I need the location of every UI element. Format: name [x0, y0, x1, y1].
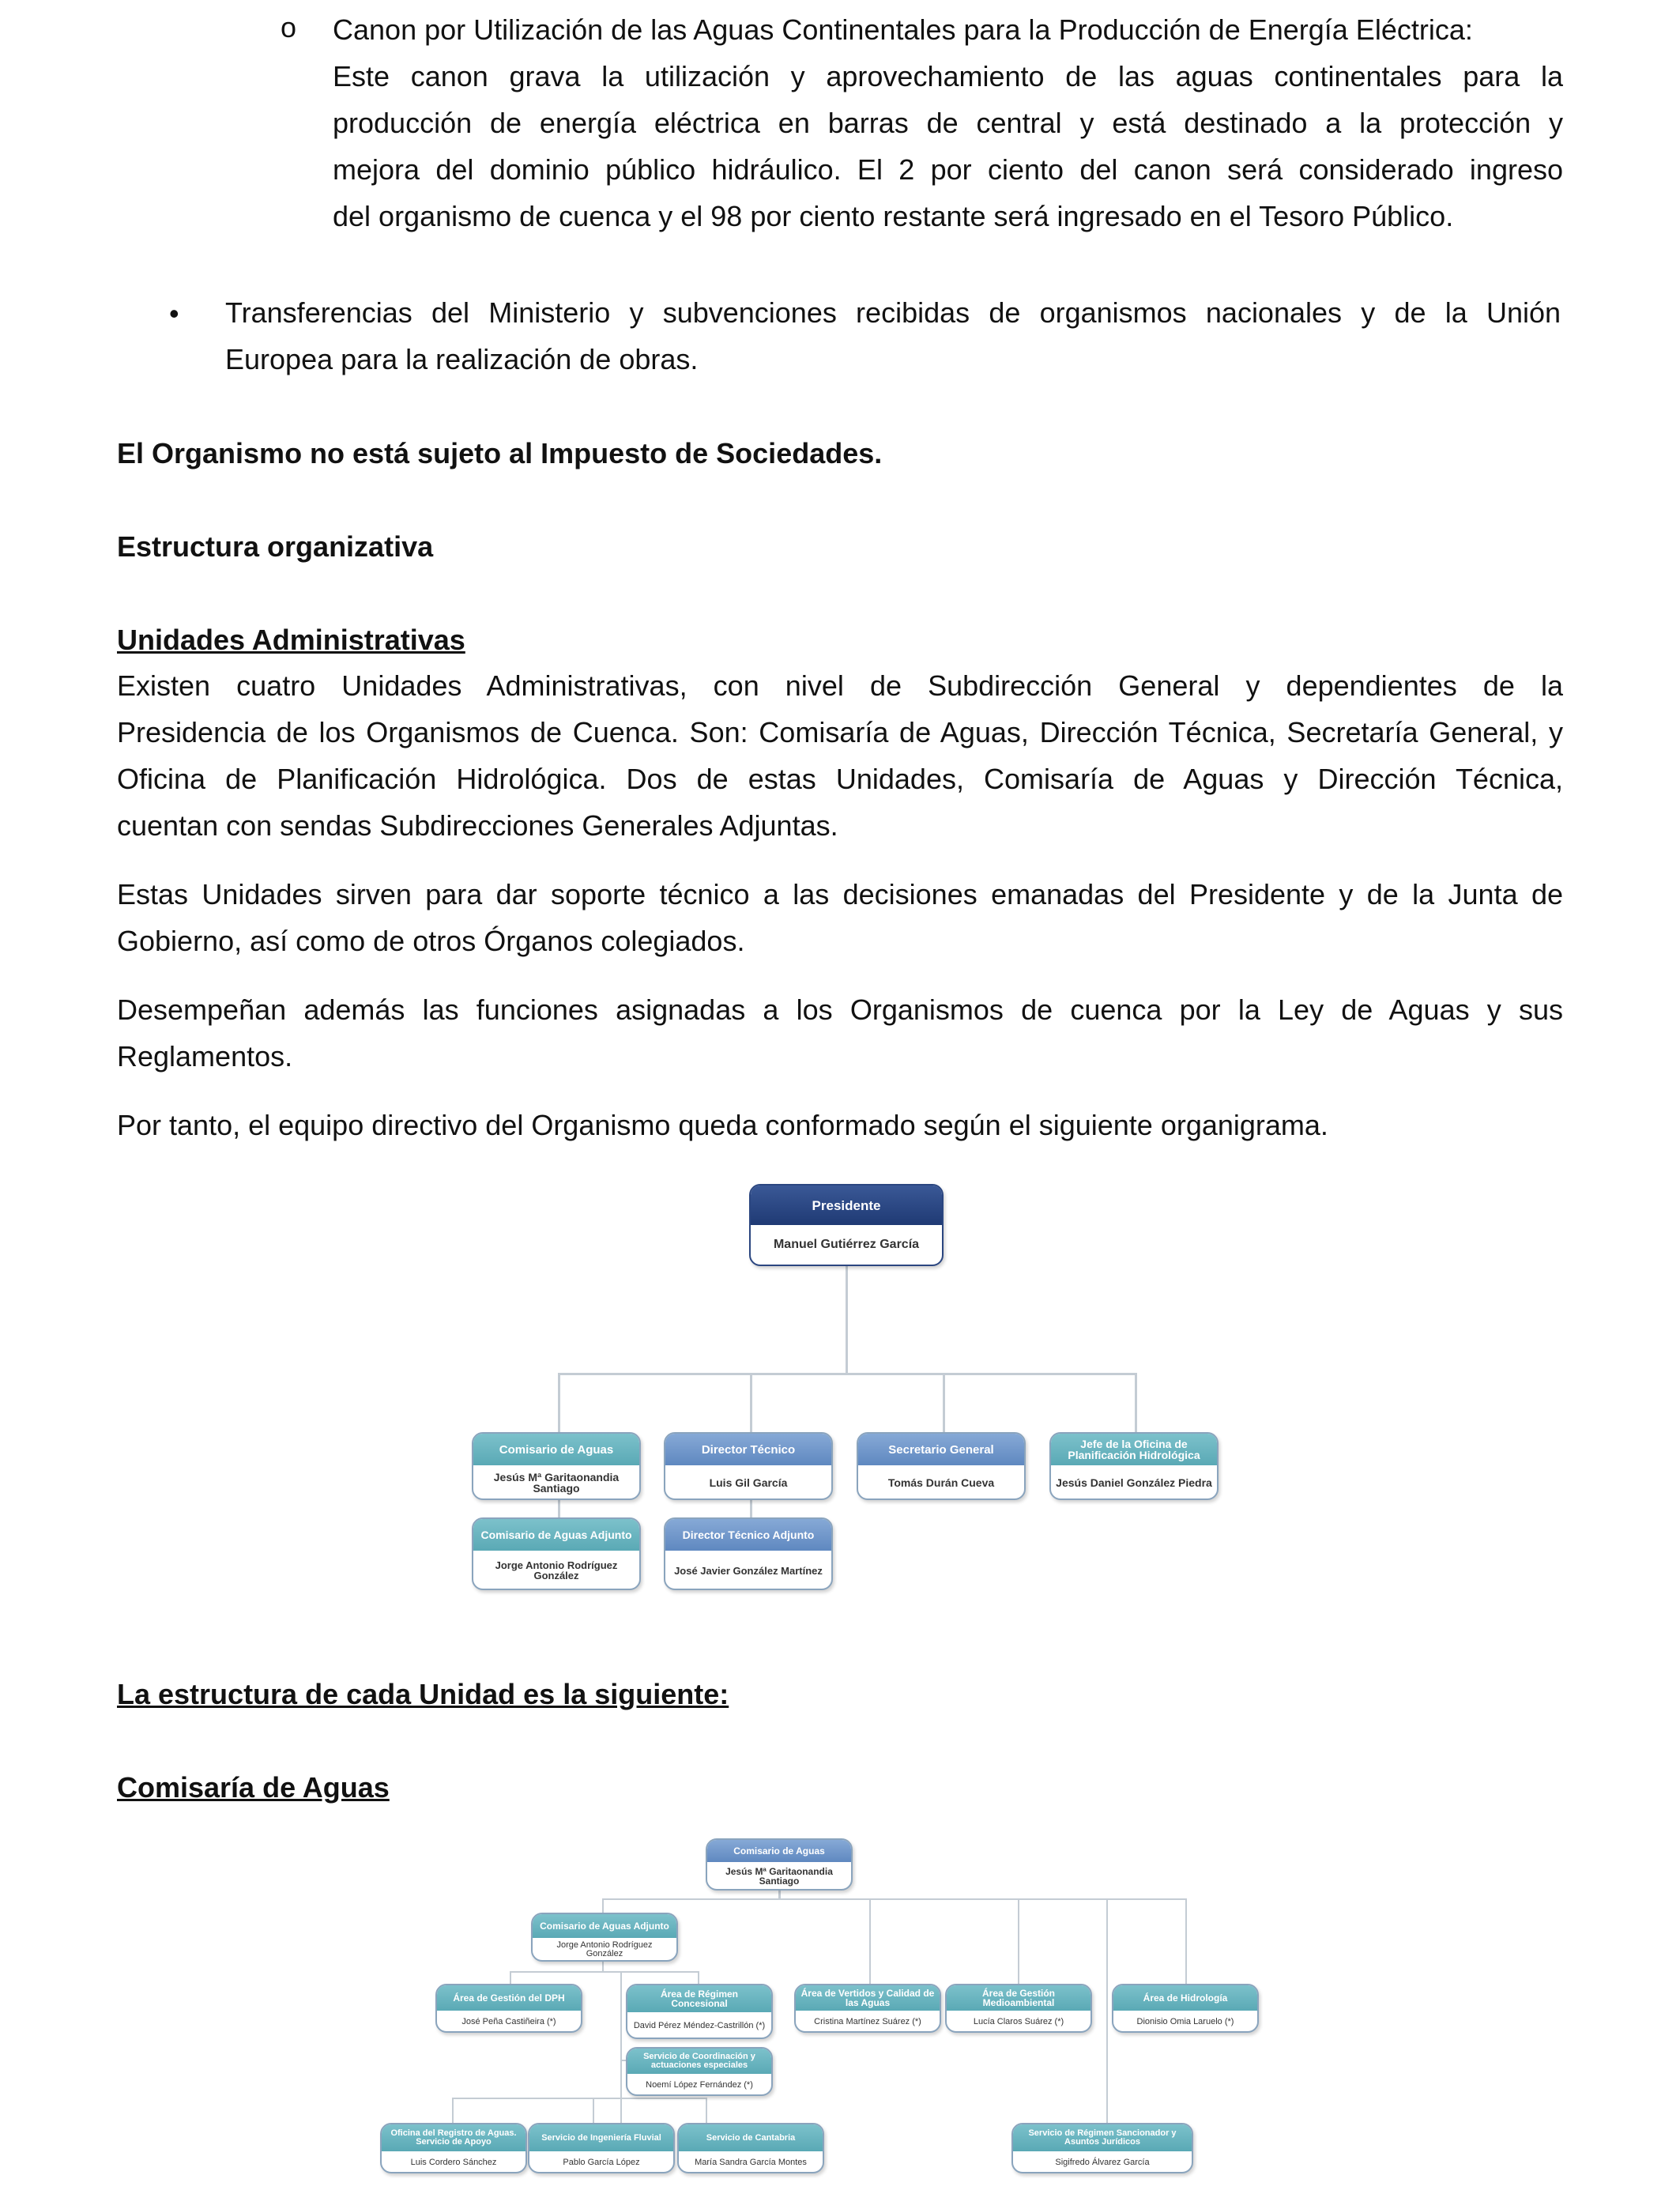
org-box-unit: [472, 1432, 641, 1500]
org-box-name: Luis Cordero Sánchez: [410, 2157, 497, 2167]
org-box-area: [794, 1984, 941, 2033]
org-box-title: Presidente: [751, 1186, 942, 1225]
comisaria-heading: Comisaría de Aguas: [117, 1771, 390, 1804]
org-box-name: Noemí López Fernández (*): [646, 2079, 753, 2090]
org-box-title: Director Técnico: [665, 1434, 831, 1465]
org-box-area: [945, 1984, 1092, 2033]
org-box-title: Servicio de Cantabria: [679, 2124, 823, 2151]
org-box-unit: [1049, 1432, 1219, 1500]
org-box-head: [706, 1838, 853, 1891]
org-box-name: Jesús Mª Garitaonandia Santiago: [725, 1866, 833, 1887]
org-box-title: Área de Gestión Medioambiental: [947, 1985, 1090, 2011]
sub-bullet-marker: o: [281, 11, 297, 43]
org-box-title: Comisario de Aguas: [473, 1434, 639, 1465]
org-box-title: Comisario de Aguas: [707, 1840, 851, 1862]
org-box-title: Jefe de la Oficina de Planificación Hidrológica: [1051, 1434, 1217, 1465]
org-box-name: Manuel Gutiérrez García: [773, 1238, 920, 1251]
paragraph-line: Gobierno, así como de otros Órganos colegiados.: [117, 925, 745, 957]
org-box-name: Jorge Antonio Rodríguez González: [556, 1940, 653, 1958]
canon-line: producción de energía eléctrica en barras de central y está destinado a la protección y: [333, 107, 1563, 139]
org-box-title: Servicio de Ingeniería Fluvial: [529, 2124, 673, 2151]
paragraph-line: Oficina de Planificación Hidrológica. Dos de estas Unidades, Comisaría de Aguas y Dirección Técnica,: [117, 763, 1563, 795]
org-box-title: Servicio de Coordinación y actuaciones especiales: [627, 2049, 771, 2074]
paragraph-line: Estas Unidades sirven para dar soporte técnico a las decisiones emanadas del Presidente y de la Junta de: [117, 878, 1563, 910]
org-box-title: Área de Gestión del DPH: [437, 1985, 581, 2011]
org-box-title: Área de Régimen Concesional: [627, 1985, 771, 2012]
canon-line: del organismo de cuenca y el 98 por ciento restante será ingresado en el Tesoro Público.: [333, 200, 1454, 232]
org-box-title: Comisario de Aguas Adjunto: [473, 1519, 639, 1551]
org-box-title: Área de Hidrología: [1113, 1985, 1257, 2011]
org-box-service: [380, 2123, 527, 2173]
units-structure-heading: La estructura de cada Unidad es la siguiente:: [117, 1678, 729, 1710]
org-box-title: Oficina del Registro de Aguas. Servicio de Apoyo: [382, 2124, 525, 2151]
org-box-name: Jesús Daniel González Piedra: [1056, 1476, 1212, 1489]
org-box-name: Cristina Martínez Suárez (*): [814, 2016, 921, 2026]
org-box-area: [626, 1984, 773, 2039]
org-box-unit: [857, 1432, 1026, 1500]
org-box-name: Tomás Durán Cueva: [887, 1476, 995, 1489]
org-box-area: [435, 1984, 582, 2033]
org-box-deputy: [531, 1913, 678, 1962]
transfer-line: Europea para la realización de obras.: [225, 343, 699, 375]
org-box-name: María Sandra García Montes: [695, 2157, 807, 2167]
section-title: Estructura organizativa: [117, 530, 434, 563]
paragraph-line: Existen cuatro Unidades Administrativas, con nivel de Subdirección General y dependientes de la: [117, 669, 1563, 702]
org-box-title: Servicio de Régimen Sancionador y Asuntos Jurídicos: [1013, 2124, 1192, 2151]
org-box-name: Luis Gil García: [709, 1476, 788, 1489]
org-box-deputy: [472, 1517, 641, 1590]
paragraph-organigram-intro: Por tanto, el equipo directivo del Organismo queda conformado según el siguiente organigrama.: [117, 1109, 1328, 1141]
org-box-name: Lucía Claros Suárez (*): [973, 2016, 1064, 2026]
org-box-service: [1011, 2123, 1193, 2173]
canon-line: Canon por Utilización de las Aguas Continentales para la Producción de Energía Eléctrica:: [333, 13, 1473, 46]
org-box-title: Secretario General: [858, 1434, 1024, 1465]
transfer-line: Transferencias del Ministerio y subvenciones recibidas de organismos nacionales y de la Unión: [225, 296, 1561, 329]
paragraph-line: Desempeñan además las funciones asignadas a los Organismos de cuenca por la Ley de Aguas y sus: [117, 993, 1563, 1026]
org-box-name: Jorge Antonio Rodríguez González: [495, 1559, 618, 1581]
org-box-name: Sigifredo Álvarez García: [1055, 2157, 1150, 2167]
org-box-service: [626, 2047, 773, 2096]
org-box-title: Área de Vertidos y Calidad de las Aguas: [796, 1985, 940, 2011]
canon-line: Este canon grava la utilización y aprovechamiento de las aguas continentales para la: [333, 60, 1563, 92]
org-box-area: [1112, 1984, 1259, 2033]
org-box-title: Comisario de Aguas Adjunto: [533, 1914, 676, 1938]
org-box-deputy: [664, 1517, 833, 1590]
org-box-name: José Peña Castiñeira (*): [461, 2016, 556, 2026]
bullet-marker: •: [169, 297, 179, 330]
org-box-unit: [664, 1432, 833, 1500]
paragraph-line: cuentan con sendas Subdirecciones Generales Adjuntas.: [117, 809, 838, 842]
org-box-name: Dionisio Omia Laruelo (*): [1136, 2016, 1234, 2026]
org-box-president: [749, 1184, 944, 1266]
org-box-name: Pablo García López: [563, 2157, 640, 2167]
org-box-service: [528, 2123, 675, 2173]
org-box-name: David Pérez Méndez-Castrillón (*): [633, 2020, 766, 2030]
org-box-service: [677, 2123, 824, 2173]
paragraph-line: Reglamentos.: [117, 1040, 293, 1072]
org-box-title: Director Técnico Adjunto: [665, 1519, 831, 1551]
tax-statement: El Organismo no está sujeto al Impuesto de Sociedades.: [117, 437, 883, 469]
org-box-name: Jesús Mª Garitaonandia Santiago: [493, 1471, 620, 1495]
paragraph-line: Presidencia de los Organismos de Cuenca. Son: Comisaría de Aguas, Dirección Técnica, Secretaría General, y: [117, 716, 1563, 748]
units-heading: Unidades Administrativas: [117, 624, 465, 656]
canon-line: mejora del dominio público hidráulico. El 2 por ciento del canon será considerado ingreso: [333, 153, 1563, 186]
org-box-name: José Javier González Martínez: [674, 1564, 823, 1577]
